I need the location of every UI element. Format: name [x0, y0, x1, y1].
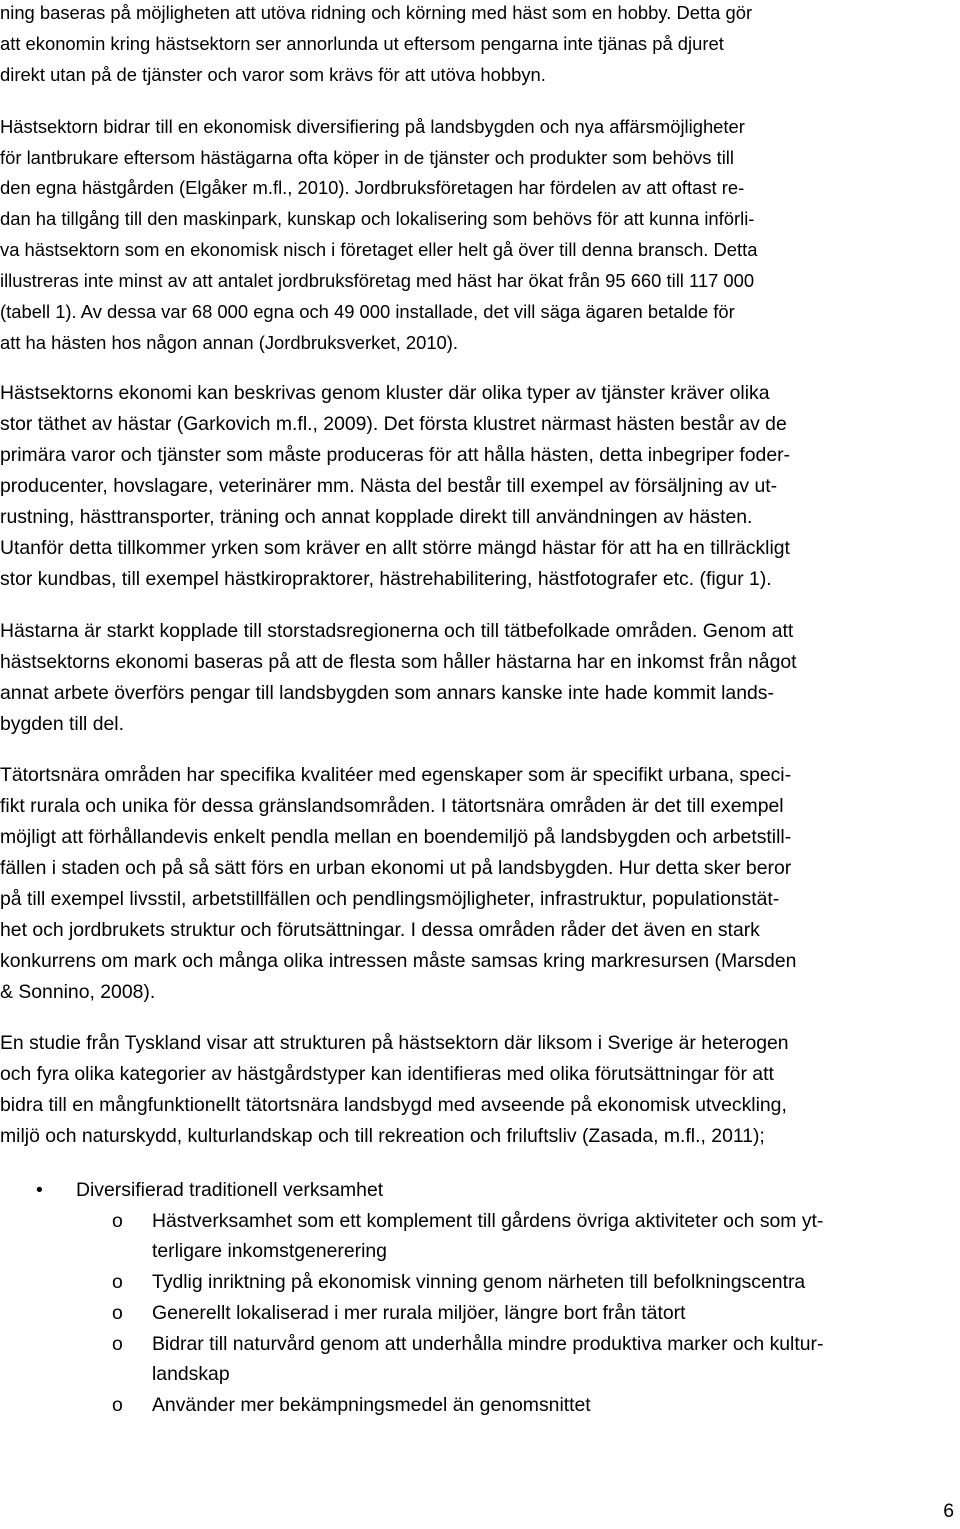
list-item: Diversifierad traditionell verksamhet — [76, 1179, 384, 1201]
text-line: illustreras inte minst av att antalet jordbruksföretag med häst har ökat från 95 660 till 117 000 — [0, 270, 755, 291]
text-line: ning baseras på möjligheten att utöva ridning och körning med häst som en hobby. Detta gör — [0, 2, 753, 23]
text-line: Utanför detta tillkommer yrken som kräver en allt större mängd hästar för att ha en tillräckligt — [0, 537, 790, 559]
text-line: annat arbete överförs pengar till landsbygden som annars kanske inte hade kommit lands- — [0, 682, 774, 704]
text-line: dan ha tillgång till den maskinpark, kunskap och lokalisering som behövs för att kunna införli- — [0, 208, 755, 229]
text-line: Hästsektorn bidrar till en ekonomisk diversifiering på landsbygden och nya affärsmöjligheter — [0, 116, 745, 137]
text-line: bygden till del. — [0, 713, 124, 735]
text-line: hästsektorns ekonomi baseras på att de flesta som håller hästarna har en inkomst från något — [0, 651, 797, 673]
sub-bullet-icon: o — [112, 1271, 123, 1293]
page-number: 6 — [943, 1500, 954, 1522]
text-line: rustning, hästtransporter, träning och annat kopplade direkt till användningen av hästen. — [0, 506, 753, 528]
text-line: primära varor och tjänster som måste produceras för att hålla hästen, detta inbegriper foder- — [0, 444, 791, 466]
sub-list-item: Använder mer bekämpningsmedel än genomsnittet — [152, 1394, 591, 1416]
text-line: het och jordbrukets struktur och förutsättningar. I dessa områden råder det även en stark — [0, 919, 760, 941]
text-line: fällen i staden och på så sätt förs en urban ekonomi ut på landsbygden. Hur detta sker beror — [0, 857, 792, 879]
text-line: bidra till en mångfunktionellt tätortsnära landsbygd med avseende på ekonomisk utveckling, — [0, 1094, 787, 1116]
text-line: på till exempel livsstil, arbetstillfällen och pendlingsmöjligheter, infrastruktur, populationstät- — [0, 888, 780, 910]
text-line: va hästsektorn som en ekonomisk nisch i företaget eller helt gå över till denna bransch. Detta — [0, 239, 758, 260]
text-line: direkt utan på de tjänster och varor som krävs för att utöva hobbyn. — [0, 64, 546, 85]
sub-bullet-icon: o — [112, 1210, 123, 1232]
text-line: Tätortsnära områden har specifika kvalitéer med egenskaper som är specifikt urbana, speci- — [0, 764, 792, 786]
sub-list-item: Hästverksamhet som ett komplement till gårdens övriga aktiviteter och som yt- — [152, 1210, 824, 1232]
text-line: Hästsektorns ekonomi kan beskrivas genom kluster där olika typer av tjänster kräver olika — [0, 382, 770, 404]
text-line: och fyra olika kategorier av hästgårdstyper kan identifieras med olika förutsättningar för att — [0, 1063, 774, 1085]
text-line: att ha hästen hos någon annan (Jordbruksverket, 2010). — [0, 332, 459, 353]
text-line: miljö och naturskydd, kulturlandskap och till rekreation och friluftsliv (Zasada, m.fl., 2011); — [0, 1125, 765, 1147]
text-line: Hästarna är starkt kopplade till storstadsregionerna och till tätbefolkade områden. Genom att — [0, 620, 794, 642]
text-line: möjligt att förhållandevis enkelt pendla mellan en boendemiljö på landsbygden och arbetstill- — [0, 826, 792, 848]
text-line: att ekonomin kring hästsektorn ser annorlunda ut eftersom pengarna inte tjänas på djuret — [0, 33, 724, 54]
text-line: En studie från Tyskland visar att strukturen på hästsektorn där liksom i Sverige är heterogen — [0, 1032, 789, 1054]
sub-list-item: Generellt lokaliserad i mer rurala miljöer, längre bort från tätort — [152, 1302, 686, 1324]
sub-bullet-icon: o — [112, 1333, 123, 1355]
sub-list-item-continuation: landskap — [152, 1363, 230, 1385]
sub-list-item: Tydlig inriktning på ekonomisk vinning genom närheten till befolkningscentra — [152, 1271, 806, 1293]
text-line: den egna hästgården (Elgåker m.fl., 2010). Jordbruksföretagen har fördelen av att oftast re- — [0, 177, 745, 198]
text-line: producenter, hovslagare, veterinärer mm. Nästa del består till exempel av försäljning av ut- — [0, 475, 778, 497]
text-line: stor täthet av hästar (Garkovich m.fl., 2009). Det första klustret närmast hästen består av de — [0, 413, 787, 435]
sub-list-item-continuation: terligare inkomstgenerering — [152, 1240, 387, 1262]
text-line: & Sonnino, 2008). — [0, 981, 156, 1003]
bullet-icon: • — [36, 1179, 43, 1201]
sub-list-item: Bidrar till naturvård genom att underhålla mindre produktiva marker och kultur- — [152, 1333, 824, 1355]
text-line: (tabell 1). Av dessa var 68 000 egna och 49 000 installade, det vill säga ägaren betalde för — [0, 301, 735, 322]
sub-bullet-icon: o — [112, 1394, 123, 1416]
text-line: konkurrens om mark och många olika intressen måste samsas kring markresursen (Marsden — [0, 950, 797, 972]
text-line: för lantbrukare eftersom hästägarna ofta köper in de tjänster och produkter som behövs till — [0, 147, 734, 168]
text-line: fikt rurala och unika för dessa gränslandsområden. I tätortsnära områden är det till exempel — [0, 795, 784, 817]
sub-bullet-icon: o — [112, 1302, 123, 1324]
text-line: stor kundbas, till exempel hästkiropraktorer, hästrehabilitering, hästfotografer etc. (figur 1). — [0, 568, 772, 590]
